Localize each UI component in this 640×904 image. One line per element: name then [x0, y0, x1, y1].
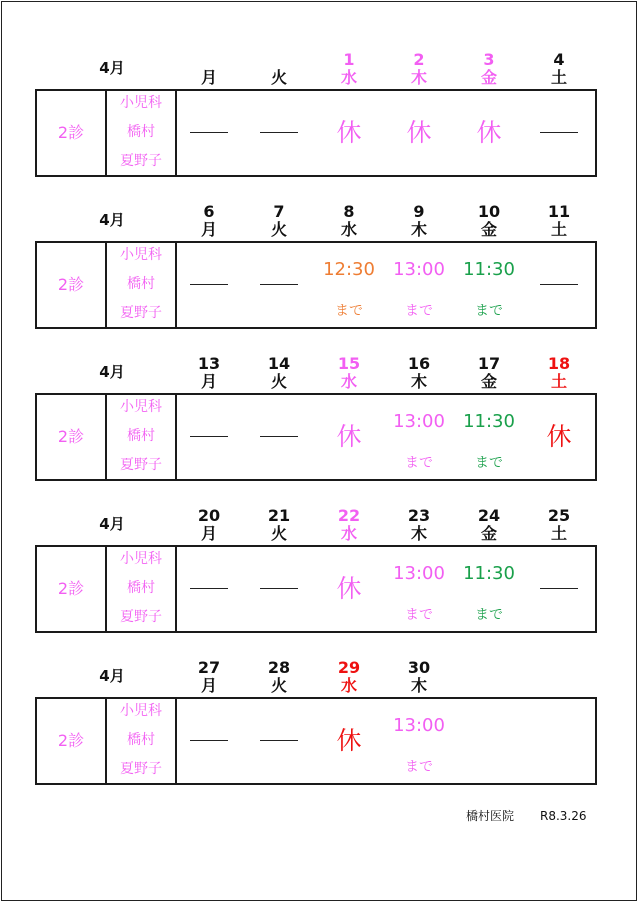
day-of-week: 木: [410, 676, 427, 695]
consultation-room-label: 2診: [57, 123, 85, 142]
day-number: 24: [477, 506, 501, 525]
no-clinic-dash: [260, 436, 298, 437]
day-number: 11: [547, 202, 571, 221]
day-number: 10: [477, 202, 501, 221]
doctor-info-line: 夏野子: [120, 457, 162, 473]
day-of-week: 月: [200, 372, 217, 391]
doctor-info-line: 夏野子: [120, 153, 162, 169]
no-clinic-dash: [190, 588, 228, 589]
no-clinic-dash: [260, 740, 298, 741]
day-of-week: 金: [480, 524, 497, 543]
day-header: [244, 507, 314, 543]
consultation-room-label: 2診: [57, 275, 85, 294]
week-block: [35, 203, 597, 341]
day-status-cell: [524, 547, 594, 631]
day-of-week: 土: [550, 524, 567, 543]
day-number: 28: [267, 658, 291, 677]
day-number: 9: [413, 202, 425, 221]
day-header: [174, 659, 244, 695]
no-clinic-dash: [190, 132, 228, 133]
until-time: 13:00: [393, 563, 445, 584]
schedule-row: [35, 697, 597, 785]
day-of-week: [524, 677, 594, 695]
day-number: 16: [407, 354, 431, 373]
day-of-week: 火: [270, 524, 287, 543]
doctor-info-line: 橋村: [127, 580, 155, 596]
day-status-cell: [524, 91, 594, 175]
day-status-cell: [384, 547, 454, 631]
day-of-week: 木: [410, 372, 427, 391]
until-label: まで: [475, 607, 503, 623]
day-of-week: 水: [340, 372, 357, 391]
day-status-cell: [454, 91, 524, 175]
day-of-week: 月: [200, 220, 217, 239]
day-number: 29: [337, 658, 361, 677]
day-status-cell: [314, 91, 384, 175]
day-of-week: 火: [270, 372, 287, 391]
doctor-info-line: 橋村: [127, 732, 155, 748]
day-status-cell: [244, 91, 314, 175]
doctor-info-line: 小児科: [120, 399, 162, 415]
day-status-cell: [314, 243, 384, 327]
day-of-week: 月: [200, 676, 217, 695]
closed-mark: 休: [336, 726, 362, 755]
day-number: 14: [267, 354, 291, 373]
day-status-cell: [384, 699, 454, 783]
consultation-room-label: 2診: [57, 579, 85, 598]
doctor-info-cell: [107, 699, 175, 783]
until-label: まで: [335, 303, 363, 319]
day-number: 22: [337, 506, 361, 525]
until-label: まで: [475, 303, 503, 319]
day-header: [174, 51, 244, 87]
day-status-cell: [244, 243, 314, 327]
day-header: [244, 203, 314, 239]
day-header: [454, 51, 524, 87]
day-status-cell: [244, 395, 314, 479]
closed-mark: 休: [336, 118, 362, 147]
day-header: [454, 659, 524, 695]
day-number: 8: [343, 202, 355, 221]
day-of-week: 金: [480, 372, 497, 391]
consultation-room-label: 2診: [57, 427, 85, 446]
day-of-week: 月: [200, 68, 217, 87]
day-header: [524, 203, 594, 239]
day-of-week: 水: [340, 524, 357, 543]
closed-mark: 休: [336, 574, 362, 603]
week-month-label: 4月: [99, 363, 125, 381]
week-block: [35, 355, 597, 493]
week-block: [35, 507, 597, 645]
footer-clinic-name: 橋村医院: [466, 809, 515, 823]
day-number: 2: [413, 50, 425, 69]
until-label: まで: [475, 455, 503, 471]
doctor-info-line: 橋村: [127, 124, 155, 140]
no-clinic-dash: [540, 588, 578, 589]
day-of-week: 金: [480, 220, 497, 239]
day-number: [244, 51, 314, 69]
schedule-row: [35, 241, 597, 329]
day-header: [244, 355, 314, 391]
day-status-cell: [384, 243, 454, 327]
day-number: 6: [203, 202, 215, 221]
until-time: 13:00: [393, 259, 445, 280]
day-status-cell: [174, 547, 244, 631]
day-of-week: 土: [550, 220, 567, 239]
day-number: 7: [273, 202, 285, 221]
day-of-week: 木: [410, 68, 427, 87]
no-clinic-dash: [540, 132, 578, 133]
until-time: 11:30: [463, 259, 515, 280]
no-clinic-dash: [260, 588, 298, 589]
doctor-info-line: 橋村: [127, 276, 155, 292]
until-label: まで: [405, 607, 433, 623]
day-number: [524, 659, 594, 677]
no-clinic-dash: [190, 284, 228, 285]
day-number: 25: [547, 506, 571, 525]
doctor-info-cell: [107, 395, 175, 479]
day-header: [454, 355, 524, 391]
until-time: 13:00: [393, 411, 445, 432]
day-status-cell: [314, 547, 384, 631]
day-status-cell: [174, 699, 244, 783]
no-clinic-dash: [190, 740, 228, 741]
day-status-cell: [454, 699, 524, 783]
day-of-week: [454, 677, 524, 695]
day-number: [454, 659, 524, 677]
doctor-info-cell: [107, 547, 175, 631]
day-number: 30: [407, 658, 431, 677]
footer-date: R8.3.26: [540, 809, 587, 823]
day-header: [454, 203, 524, 239]
week-block: [35, 659, 597, 797]
day-header: [524, 355, 594, 391]
day-header: [314, 51, 384, 87]
day-of-week: 土: [550, 372, 567, 391]
doctor-info-cell: [107, 91, 175, 175]
day-of-week: 火: [270, 676, 287, 695]
day-number: 21: [267, 506, 291, 525]
day-header: [384, 507, 454, 543]
day-status-cell: [244, 699, 314, 783]
day-header: [314, 355, 384, 391]
until-label: まで: [405, 759, 433, 775]
day-header: [384, 203, 454, 239]
day-status-cell: [174, 243, 244, 327]
until-time: 12:30: [323, 259, 375, 280]
day-number: 3: [483, 50, 495, 69]
day-header: [314, 659, 384, 695]
day-status-cell: [524, 395, 594, 479]
day-status-cell: [174, 91, 244, 175]
week-block: [35, 51, 597, 189]
day-number: 13: [197, 354, 221, 373]
day-status-cell: [314, 395, 384, 479]
day-of-week: 水: [340, 676, 357, 695]
day-of-week: 水: [340, 220, 357, 239]
day-number: 17: [477, 354, 501, 373]
week-month-label: 4月: [99, 515, 125, 533]
doctor-info-cell: [107, 243, 175, 327]
day-header: [384, 51, 454, 87]
day-header: [314, 203, 384, 239]
no-clinic-dash: [260, 284, 298, 285]
day-number: 18: [547, 354, 571, 373]
closed-mark: 休: [546, 422, 572, 451]
doctor-info-line: 小児科: [120, 247, 162, 263]
day-number: 1: [343, 50, 355, 69]
day-status-cell: [454, 243, 524, 327]
day-status-cell: [454, 395, 524, 479]
day-status-cell: [244, 547, 314, 631]
until-time: 13:00: [393, 715, 445, 736]
schedule-row: [35, 89, 597, 177]
doctor-info-line: 夏野子: [120, 609, 162, 625]
day-number: 20: [197, 506, 221, 525]
schedule-row: [35, 545, 597, 633]
doctor-info-line: 小児科: [120, 703, 162, 719]
day-header: [314, 507, 384, 543]
doctor-info-line: 橋村: [127, 428, 155, 444]
day-number: 15: [337, 354, 361, 373]
doctor-info-line: 小児科: [120, 551, 162, 567]
day-status-cell: [524, 243, 594, 327]
day-number: 27: [197, 658, 221, 677]
closed-mark: 休: [336, 422, 362, 451]
day-header: [384, 659, 454, 695]
day-status-cell: [174, 395, 244, 479]
no-clinic-dash: [540, 284, 578, 285]
consultation-room-label: 2診: [57, 731, 85, 750]
day-of-week: 月: [200, 524, 217, 543]
schedule-row: [35, 393, 597, 481]
day-header: [244, 659, 314, 695]
schedule-page: [1, 1, 637, 901]
day-status-cell: [524, 699, 594, 783]
day-header: [174, 507, 244, 543]
day-number: 4: [553, 50, 565, 69]
day-header: [174, 355, 244, 391]
week-month-label: 4月: [99, 211, 125, 229]
doctor-info-line: 夏野子: [120, 761, 162, 777]
day-of-week: 金: [480, 68, 497, 87]
day-header: [384, 355, 454, 391]
day-number: 23: [407, 506, 431, 525]
day-of-week: 火: [270, 220, 287, 239]
day-of-week: 火: [270, 68, 287, 87]
doctor-info-line: 夏野子: [120, 305, 162, 321]
day-header: [524, 507, 594, 543]
day-header: [174, 203, 244, 239]
closed-mark: 休: [406, 118, 432, 147]
week-month-label: 4月: [99, 59, 125, 77]
week-month-label: 4月: [99, 667, 125, 685]
day-status-cell: [384, 395, 454, 479]
day-of-week: 水: [340, 68, 357, 87]
day-status-cell: [314, 699, 384, 783]
closed-mark: 休: [476, 118, 502, 147]
day-header: [524, 51, 594, 87]
until-label: まで: [405, 303, 433, 319]
day-number: [174, 51, 244, 69]
day-of-week: 木: [410, 220, 427, 239]
day-status-cell: [454, 547, 524, 631]
day-status-cell: [384, 91, 454, 175]
until-label: まで: [405, 455, 433, 471]
day-header: [244, 51, 314, 87]
day-header: [524, 659, 594, 695]
day-of-week: 木: [410, 524, 427, 543]
doctor-info-line: 小児科: [120, 95, 162, 111]
day-of-week: 土: [550, 68, 567, 87]
no-clinic-dash: [190, 436, 228, 437]
no-clinic-dash: [260, 132, 298, 133]
day-header: [454, 507, 524, 543]
until-time: 11:30: [463, 411, 515, 432]
until-time: 11:30: [463, 563, 515, 584]
